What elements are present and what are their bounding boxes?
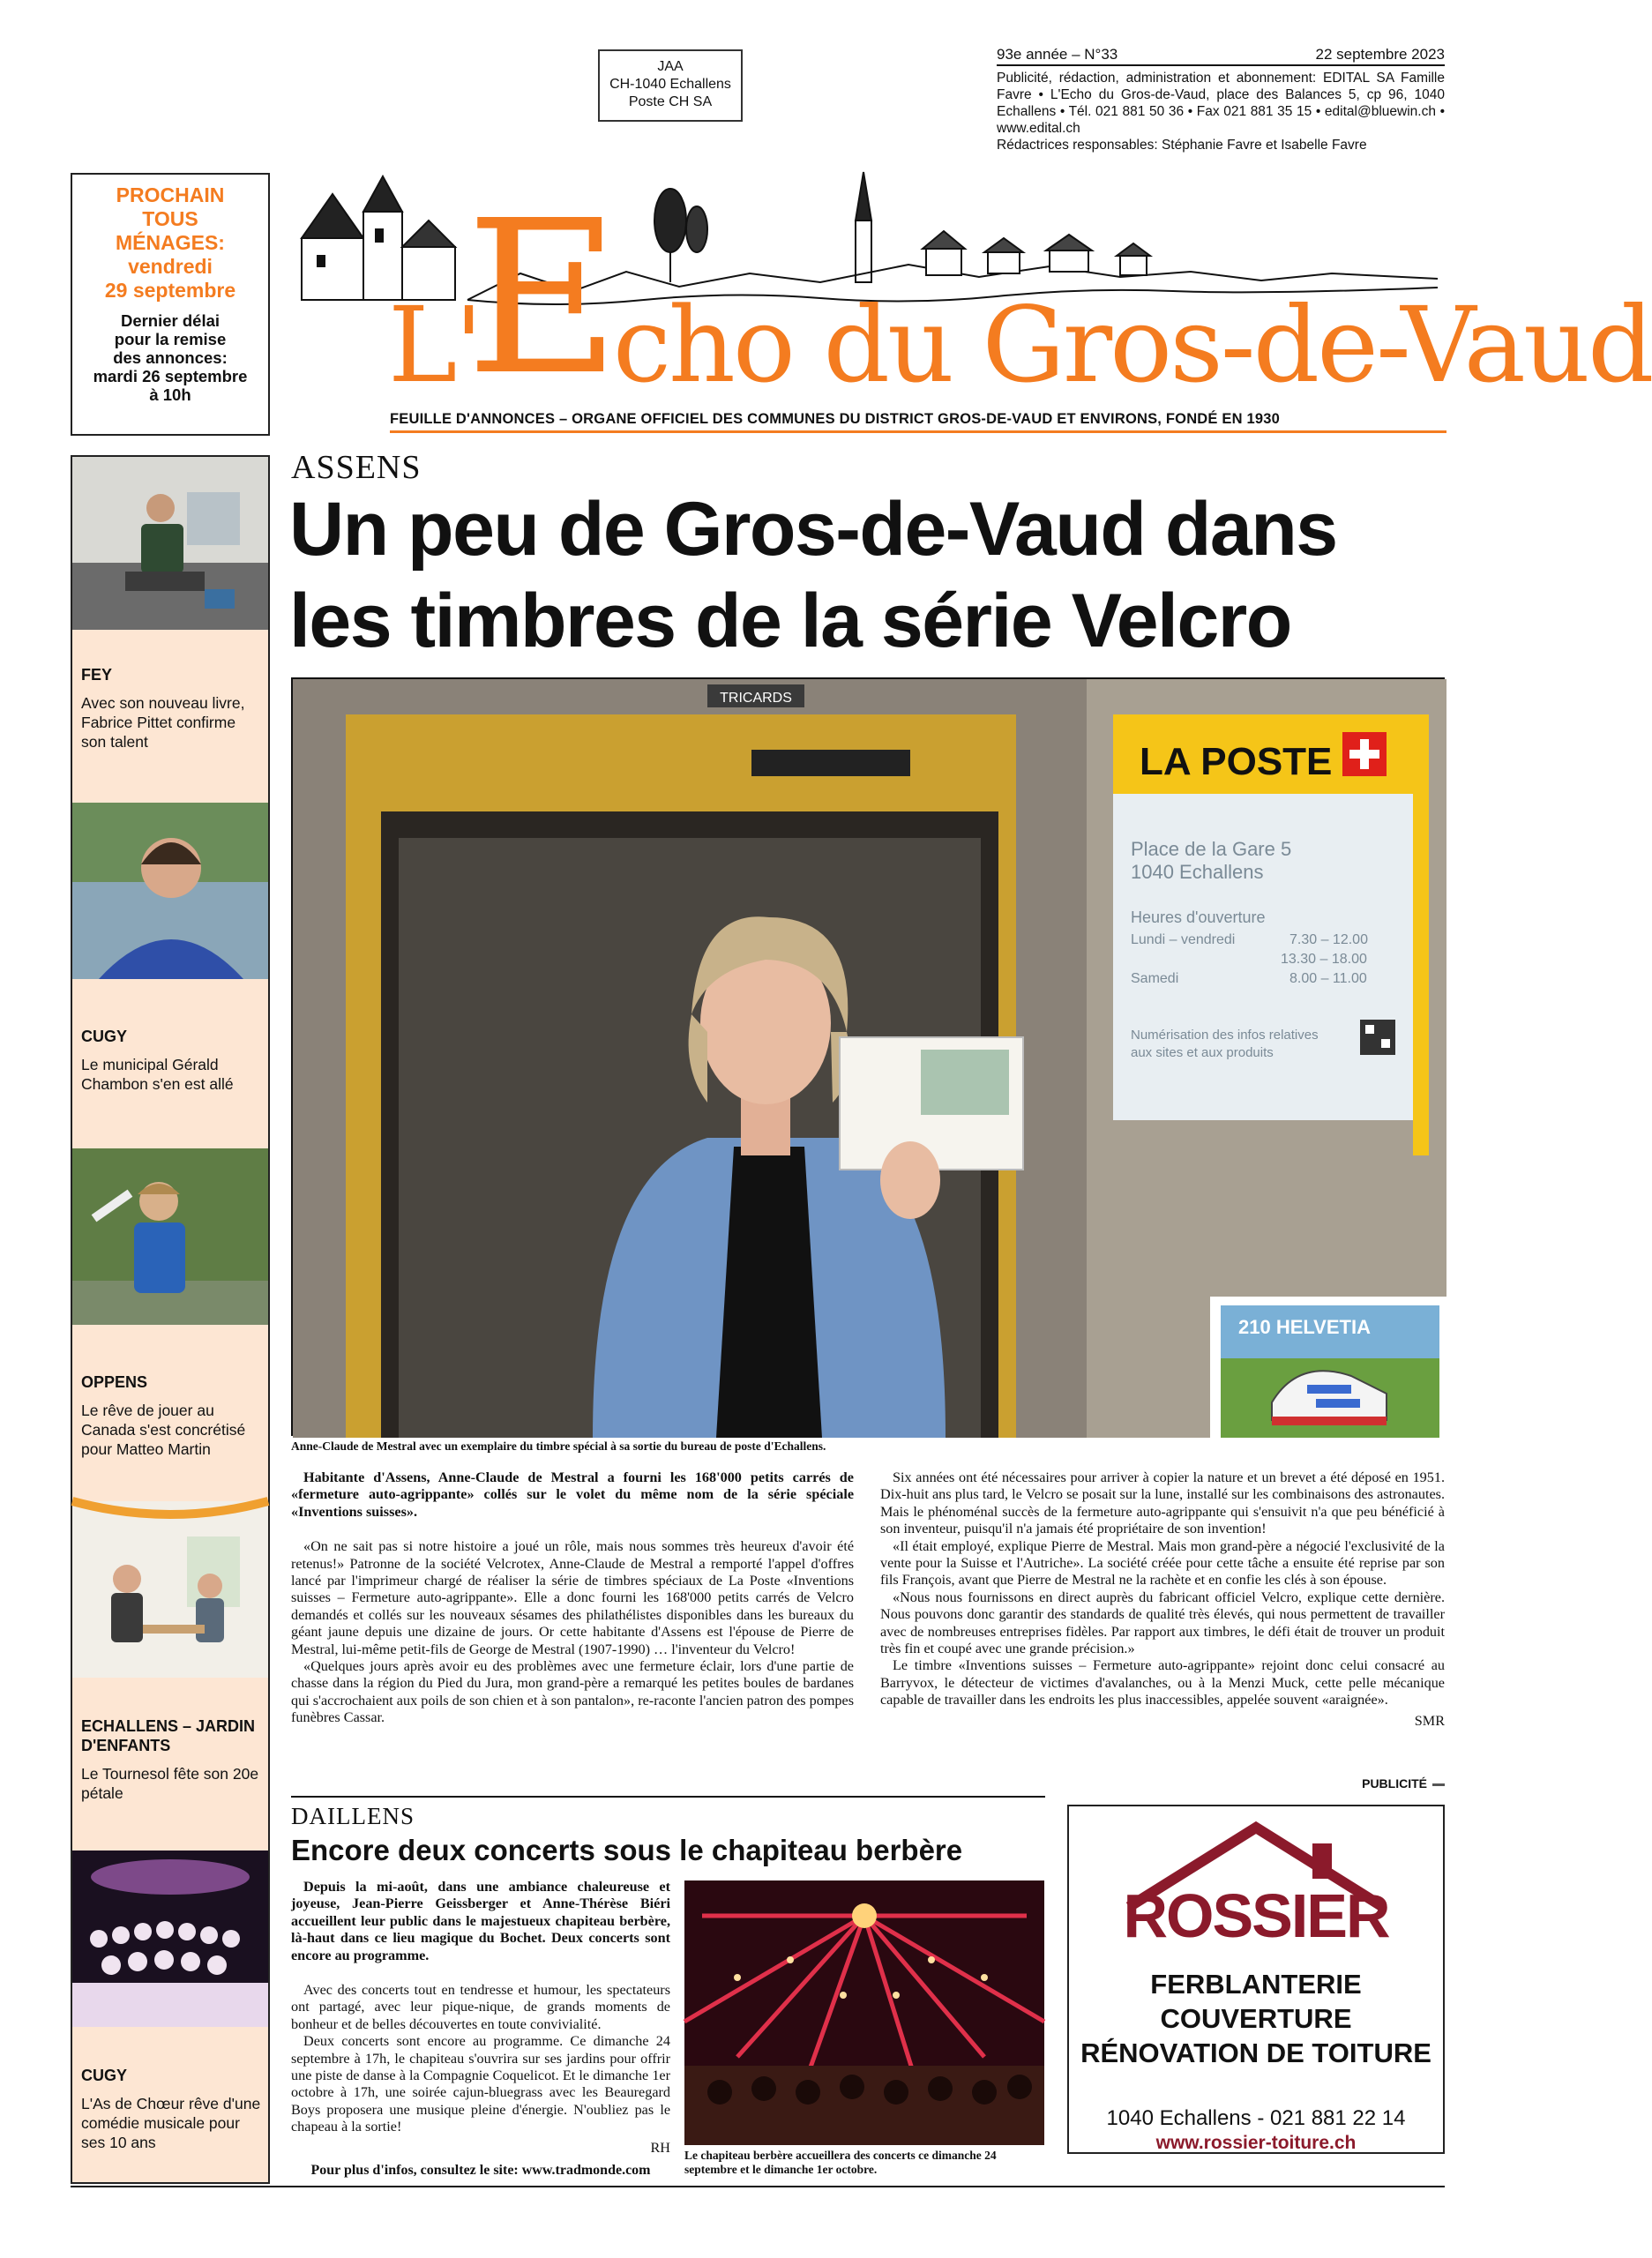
mailing-line: CH-1040 Echallens (609, 77, 731, 92)
poste-address-1: Place de la Gare 5 (1131, 838, 1292, 860)
article-headline[interactable]: Encore deux concerts sous le chapiteau berbère (291, 1834, 963, 1866)
advertiser-contact: 1040 Echallens - 021 881 22 14 (1106, 2106, 1406, 2130)
logo-prefix: L' (388, 284, 481, 406)
deadline-line: Dernier délai (120, 311, 221, 330)
article-lead: Habitante d'Assens, Anne-Claude de Mestral a fourni les 168'000 petits carrés de «fermeture auto-agrippante» collés sur le volet du même nom de la série spéciale «Inventions suisses». (291, 1469, 854, 1520)
article-paragraph: Deux concerts sont encore au programme. Ce dimanche 24 septembre à 17h, le chapiteau s'ouvrira sur ses jardins pour offrir une piste de danse à la Compagnie Coquelicot. Et le dimanche 1er octobre à 17h, une soirée cajun-bluegrass avec les Beauregard Boys proposera une musique pleine d'énergie. N'oubliez pas le chapeau à la sortie! (291, 2033, 670, 2135)
poste-logo-text: LA POSTE (1140, 740, 1333, 783)
deadline-line: des annonces: (113, 348, 228, 367)
next-edition-title (72, 183, 268, 303)
article-kicker: DAILLENS (291, 1803, 415, 1829)
tricards-sign: TRICARDS (720, 691, 792, 706)
teaser-text[interactable] (81, 2066, 263, 2152)
deadline-note (72, 311, 268, 404)
teaser-summary: Le municipal Gérald Chambon s'en est allé (81, 1056, 234, 1093)
teaser-photo[interactable] (72, 803, 268, 979)
poste-digital-note: Numérisation des infos relatives (1131, 1028, 1319, 1043)
masthead-info (997, 46, 1445, 153)
sidebar-teasers (71, 455, 270, 2184)
article-paragraph: «Quelques jours après avoir eu des problèmes avec une fermeture éclair, lors d'une partie de chasse dans la région du Pied du Jura, mon grand-père a remarqué les petites boules de bardanes qui s'accrochaient aux poils de son chien et à son pantalon», re-raconte l'ancien patron des pompes funèbres Cassar. (291, 1658, 854, 1726)
logo-name: cho du Gros-de-Vaud (612, 284, 1652, 406)
service-line: COUVERTURE (1160, 2003, 1352, 2034)
teaser-place: CUGY (81, 2067, 128, 2084)
advertiser-services (1069, 1967, 1443, 2070)
mailing-line: JAA (657, 59, 684, 74)
teaser-text[interactable] (81, 1027, 263, 1094)
issue-date: 22 septembre 2023 (1315, 46, 1445, 63)
author-signature: RH (650, 2139, 670, 2156)
publisher-text: Publicité, rédaction, administration et abonnement: EDITAL SA Famille Favre • L'Echo du Gros-de-Vaud, place des Balances 5, cp 96, 1040 Echallens • Tél. 021 881 50 36 • Fax 021 881 35 15 • edital@bluewin.ch • www.edital.ch (997, 71, 1445, 136)
teaser-text[interactable] (81, 1716, 263, 1803)
teaser-place: FEY (81, 666, 113, 684)
hero-caption: Anne-Claude de Mestral avec un exemplaire du timbre spécial à sa sortie du bureau de poste d'Echallens. (291, 1439, 826, 1453)
teaser-summary: Le Tournesol fête son 20e pétale (81, 1765, 259, 1802)
advertiser-website[interactable]: www.rossier-toiture.ch (1155, 2133, 1357, 2153)
poste-saturday-hours: 8.00 – 11.00 (1289, 971, 1367, 986)
teaser-text[interactable] (81, 665, 263, 751)
article-lead: Depuis la mi-août, dans une ambiance chaleureuse et joyeuse, Jean-Pierre Geissberger et Anne-Thérèse Biéri accueillent leur public dans le majestueux chapiteau berbère, là-haut dans ce lieu magique du Bochet. Deux concerts sont encore au programme. (291, 1879, 670, 1963)
teaser-text[interactable] (81, 1372, 263, 1459)
teaser-place: OPPENS (81, 1373, 148, 1391)
article-paragraph: «Nous nous fournissons en direct auprès du fabricant officiel Velcro, explique cette dernière. Nous pouvons donc garantir des standards de qualité très élevés, qui nous permettent de travailler avec de nombreuses entreprises fidèles. Par rapport aux timbres, le défi était de trouver un produit très fin et coupé avec une grande précision.» (880, 1589, 1445, 1657)
teaser-photo[interactable] (72, 457, 268, 630)
logo-initial: E (466, 175, 621, 422)
service-line: FERBLANTERIE (1150, 1969, 1362, 2000)
teaser-summary: L'As de Chœur rêve d'une comédie musicale pour ses 10 ans (81, 2095, 261, 2151)
article-paragraph: Avec des concerts tout en tendresse et humour, les spectateurs ont partagé, avec leur pique-nique, de grands moments de bonheur et de belles découvertes en toute convivialité. (291, 1982, 670, 2032)
advertisement[interactable] (1067, 1805, 1445, 2154)
hero-photo-illustration (293, 679, 1446, 1438)
article-paragraph: Le timbre «Inventions suisses – Fermeture auto-agrippante» rejoint donc celui consacré au Barryvox, le détecteur de victimes d'avalanches, ou à la Menzi Muck, cette pelle mécanique capable de travailler dans les endroits les plus inaccessibles, appelée souvent «araignée». (880, 1657, 1445, 1708)
concert-caption: Le chapiteau berbère accueillera des concerts ce dimanche 24 septembre et le dimanche 1er octobre. (684, 2149, 997, 2176)
more-info-line[interactable]: Pour plus d'infos, consultez le site: www.tradmonde.com (310, 2163, 651, 2178)
poste-saturday: Samedi (1131, 971, 1179, 986)
article-paragraph: Six années ont été nécessaires pour arriver à copier la nature et un brevet a été déposé en 1951. Dix-huit ans plus tard, le Velcro se posait sur la lune, installé sur les combinaisons des astronautes. Mais le phénoménal succès de la fermeture auto-agrippante qui s'ensuivit n'a que peu bénéficié à son inventeur, puisqu'il n'a jamais été propriétaire de son invention! (880, 1469, 1445, 1537)
service-line: RÉNOVATION DE TOITURE (1080, 2037, 1431, 2068)
mailing-box (598, 49, 743, 122)
teaser-summary: Avec son nouveau livre, Fabrice Pittet confirme son talent (81, 694, 245, 751)
teaser-summary: Le rêve de jouer au Canada s'est concrétisé pour Matteo Martin (81, 1402, 246, 1458)
bottom-rule (71, 2186, 1445, 2187)
teaser-photo[interactable] (72, 1148, 268, 1325)
next-edition-line: MÉNAGES: (116, 231, 225, 254)
article-column (291, 1879, 670, 2157)
next-edition-box (71, 173, 270, 436)
poste-hours-title: Heures d'ouverture (1131, 908, 1266, 926)
teaser-photo[interactable] (72, 1501, 268, 1678)
concert-photo[interactable] (684, 1880, 1044, 2145)
stamp-value: 210 HELVETIA (1238, 1316, 1371, 1338)
issue-line (997, 46, 1445, 66)
deadline-line: à 10h (149, 385, 191, 404)
next-edition-line: vendredi (128, 255, 213, 278)
article-column (880, 1469, 1445, 1730)
teaser-place: CUGY (81, 1028, 128, 1045)
article-headline[interactable]: Un peu de Gros-de-Vaud dans les timbres de la série Velcro (289, 487, 1337, 663)
next-edition-line: 29 septembre (104, 279, 236, 302)
teaser-place: ECHALLENS – JARDIN D'ENFANTS (81, 1717, 256, 1754)
newspaper-logo (388, 284, 1652, 406)
concert-photo-illustration (684, 1880, 1044, 2145)
section-rule (291, 1796, 1045, 1798)
mailing-line: Poste CH SA (628, 94, 713, 109)
advertiser-brand: ROSSIER (1123, 1881, 1389, 1950)
article-kicker: ASSENS (291, 449, 422, 486)
next-edition-line: PROCHAIN (116, 183, 225, 206)
hero-photo[interactable] (291, 677, 1445, 1436)
editors-text: Rédactrices responsables: Stéphanie Favre et Isabelle Favre (997, 138, 1367, 153)
author-signature: SMR (1414, 1712, 1445, 1729)
next-edition-line: TOUS (142, 207, 198, 230)
masthead-tagline: FEUILLE D'ANNONCES – ORGANE OFFICIEL DES COMMUNES DU DISTRICT GROS-DE-VAUD ET ENVIRONS, FONDÉ EN 1930 (390, 411, 1446, 433)
advertising-label-text: PUBLICITÉ (1362, 1776, 1427, 1791)
poste-address-2: 1040 Echallens (1131, 861, 1264, 883)
article-paragraph: «On ne sait pas si notre histoire a joué un rôle, mais nous sommes très heureux d'avoir été retenus!» Patronne de la société Velcrotex, Anne-Claude de Mestral a remporté l'appel d'offres lancé par l'imprimeur chargé de réaliser la série de timbres spéciaux de La Poste «Inventions suisses – Fermeture auto-agrippante». Elle a donc fourni les 168'000 petits carrés de Velcro demandés et collés sur les nouveaux sésames des philathélistes disponibles dans les bureaux du géant jaune depuis une dizaine de jours. Or cette habitante d'Assens est l'épouse de Pierre de Mestral, lui-même petit-fils de George de Mestral (1907-1990) … l'inventeur du Velcro! (291, 1538, 854, 1657)
advertising-label (1067, 1776, 1445, 1791)
poste-digital-note: aux sites et aux produits (1131, 1045, 1274, 1060)
teaser-photo[interactable] (72, 1851, 268, 2027)
deadline-line: pour la remise (114, 330, 227, 348)
deadline-line: mardi 26 septembre (93, 367, 248, 385)
poste-weekday: Lundi – vendredi (1131, 932, 1236, 947)
article-paragraph: «Il était employé, explique Pierre de Mestral. Mais mon grand-père a négocié l'exclusivité de la vente pour la Suisse et l'Autriche». La société créée pour cette tâche a ensuite été reprise par son fils François, avant que Pierre de Mestral ne la rachète et en confie les clés à son épouse. (880, 1537, 1445, 1589)
issue-number: 93e année – N°33 (997, 46, 1118, 63)
poste-weekday-hours: 13.30 – 18.00 (1281, 952, 1367, 967)
article-column (291, 1469, 854, 1727)
poste-weekday-hours: 7.30 – 12.00 (1289, 932, 1368, 947)
